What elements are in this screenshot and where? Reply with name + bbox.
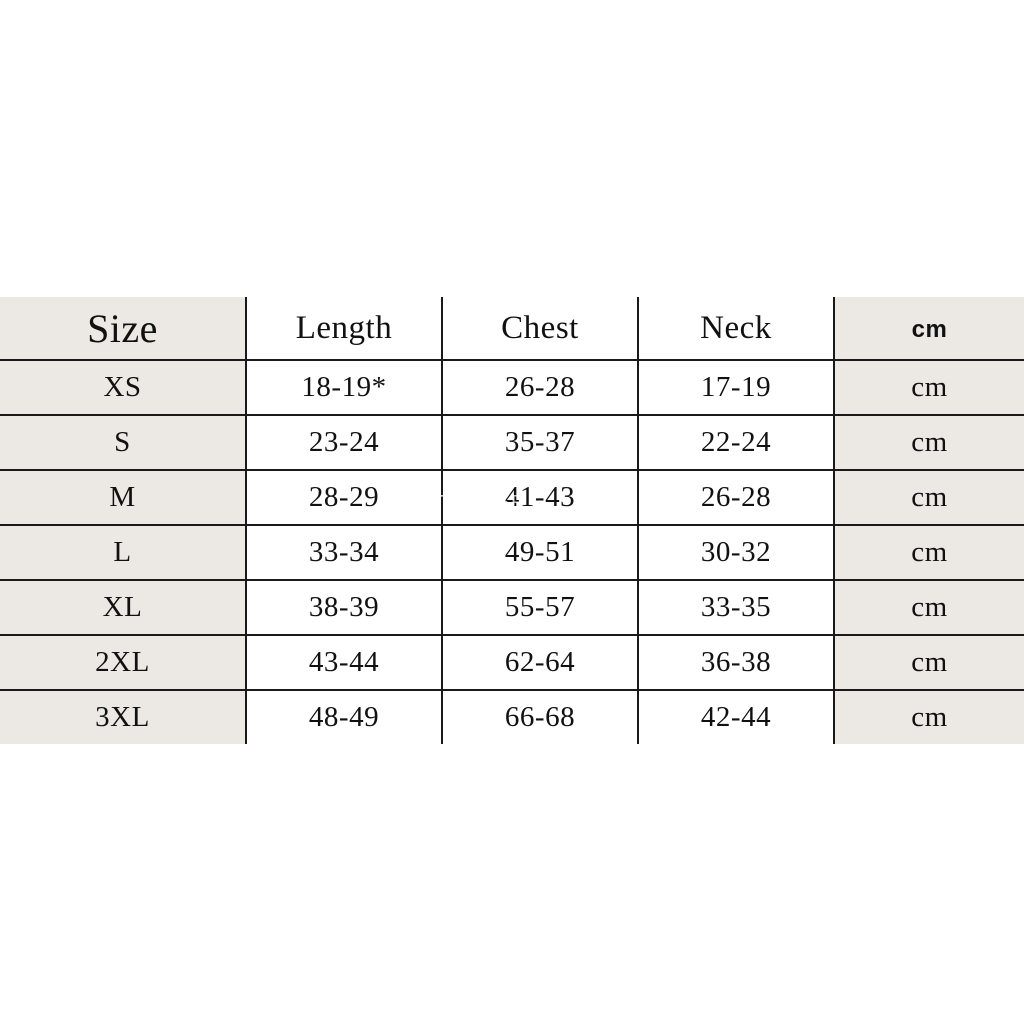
cell-neck: 22-24 — [638, 415, 834, 470]
column-header-neck-label: Neck — [700, 309, 772, 346]
column-header-size — [0, 297, 246, 360]
cell-chest: 35-37 — [442, 415, 638, 470]
column-header-chest-label: Chest — [501, 309, 579, 346]
table-row — [0, 635, 1024, 690]
column-header-unit — [834, 297, 1024, 360]
size-chart-container — [0, 297, 1024, 744]
column-header-unit-label: cm — [911, 315, 948, 343]
cell-unit: cm — [834, 525, 1024, 580]
table-row — [0, 525, 1024, 580]
table-row — [0, 415, 1024, 470]
cell-neck: 26-28 — [638, 470, 834, 525]
cell-neck: 30-32 — [638, 525, 834, 580]
cell-size: L — [0, 525, 246, 580]
cell-size: M — [0, 470, 246, 525]
cell-size: S — [0, 415, 246, 470]
table-row — [0, 690, 1024, 744]
cell-unit: cm — [834, 360, 1024, 415]
cell-unit: cm — [834, 690, 1024, 744]
column-header-size-label: Size — [87, 305, 158, 351]
cell-length: 33-34 — [246, 525, 442, 580]
cell-chest: 41-43 — [442, 470, 638, 525]
cell-length: 18-19* — [246, 360, 442, 415]
cell-length: 48-49 — [246, 690, 442, 744]
cell-size: 3XL — [0, 690, 246, 744]
cell-unit: cm — [834, 635, 1024, 690]
cell-neck: 33-35 — [638, 580, 834, 635]
cell-length: 38-39 — [246, 580, 442, 635]
cell-chest: 49-51 — [442, 525, 638, 580]
size-chart-table — [0, 297, 1024, 744]
column-header-length-label: Length — [295, 309, 393, 346]
cell-chest: 66-68 — [442, 690, 638, 744]
watermark-text: ITTAVER — [432, 492, 528, 514]
cell-size: XL — [0, 580, 246, 635]
table-row — [0, 360, 1024, 415]
cell-unit: cm — [834, 580, 1024, 635]
column-header-length — [246, 297, 442, 360]
cell-size: 2XL — [0, 635, 246, 690]
table-row — [0, 580, 1024, 635]
cell-neck: 36-38 — [638, 635, 834, 690]
cell-unit: cm — [834, 415, 1024, 470]
cell-unit: cm — [834, 470, 1024, 525]
column-header-neck — [638, 297, 834, 360]
cell-chest: 62-64 — [442, 635, 638, 690]
cell-neck: 17-19 — [638, 360, 834, 415]
table-row — [0, 470, 1024, 525]
cell-size: XS — [0, 360, 246, 415]
cell-length: 28-29 — [246, 470, 442, 525]
column-header-chest — [442, 297, 638, 360]
cell-chest: 55-57 — [442, 580, 638, 635]
cell-chest: 26-28 — [442, 360, 638, 415]
table-header-row — [0, 297, 1024, 360]
cell-length: 23-24 — [246, 415, 442, 470]
cell-neck: 42-44 — [638, 690, 834, 744]
cell-length: 43-44 — [246, 635, 442, 690]
